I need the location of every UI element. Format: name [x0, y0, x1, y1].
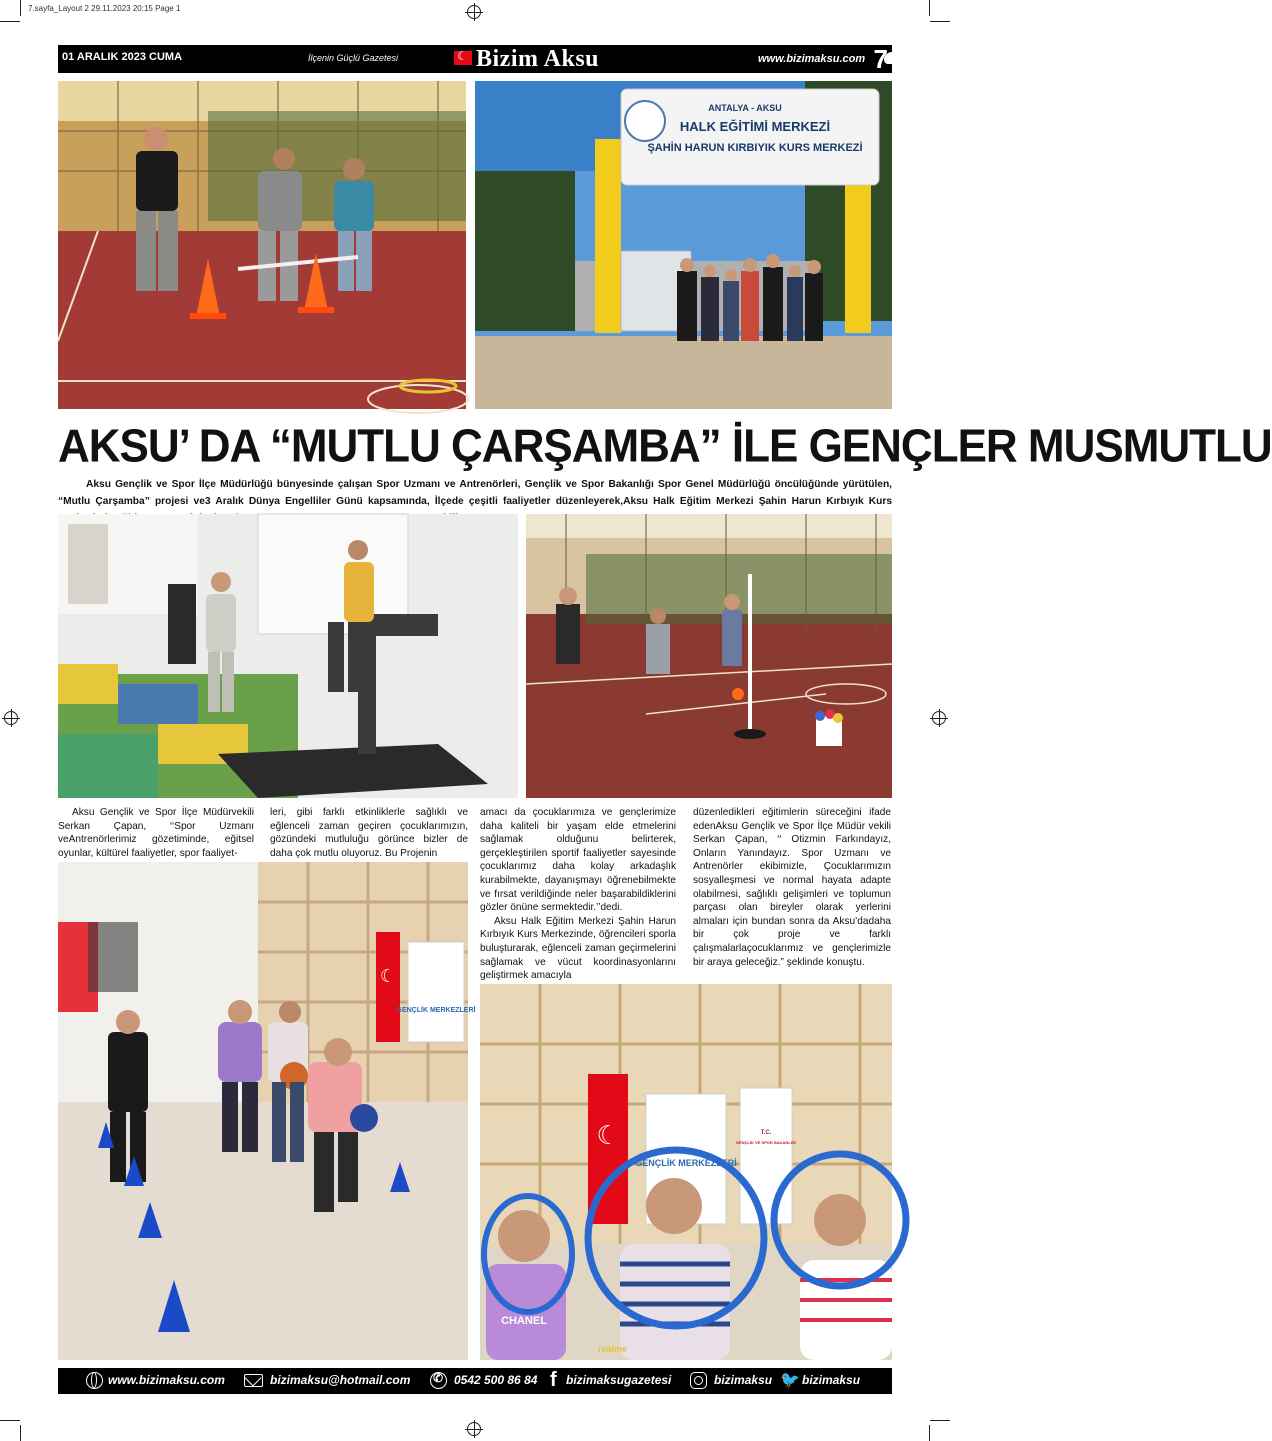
ministry-text-1: T.C. — [760, 1130, 772, 1136]
twitter-icon: 🐦 — [780, 1372, 800, 1389]
article-column-4 — [693, 806, 891, 969]
photo-court-ball-game — [526, 514, 892, 798]
registration-mark-right — [932, 711, 946, 725]
header-website[interactable]: www.bizimaksu.com — [758, 53, 866, 65]
sign-text-1: ANTALYA - AKSU — [708, 103, 782, 113]
turkish-flag-icon — [454, 51, 472, 65]
facebook-icon: f — [550, 1369, 557, 1391]
phone-icon — [430, 1372, 447, 1389]
shirt-text: CHANEL — [501, 1315, 547, 1327]
footer-facebook[interactable]: bizimaksugazetesi — [566, 1373, 672, 1387]
registration-mark-top — [467, 5, 481, 19]
article-column-1 — [58, 806, 254, 860]
footer-twitter[interactable]: bizimaksu — [802, 1373, 861, 1387]
slogan: İlçenin Güçlü Gazetesi — [308, 53, 399, 63]
footer-email[interactable]: bizimaksu@hotmail.com — [270, 1373, 411, 1387]
email-icon — [244, 1374, 263, 1387]
page-footer — [58, 1368, 892, 1394]
photo-court-exercise — [58, 81, 466, 409]
issue-date: 01 ARALIK 2023 CUMA — [62, 51, 183, 63]
print-slug: 7.sayfa_Layout 2 29.11.2023 20:15 Page 1 — [28, 4, 181, 13]
ministry-text-2: GENÇLİK VE SPOR BAKANLIĞI — [735, 1140, 797, 1145]
page-number: 7 — [873, 44, 888, 74]
footer-instagram[interactable]: bizimaksu — [714, 1373, 773, 1387]
registration-mark-left — [4, 711, 18, 725]
svg-text:☾: ☾ — [379, 966, 397, 986]
article-lead: Aksu Gençlik ve Spor İlçe Müdürlüğü bünyesinde çalışan Spor Uzmanı ve Antrenörleri, Gençlik ve Spor Bakanlığı Spor Genel Müdürlüğü öncülüğünde yürütülen, “Mutlu Çarşamba” projesi ve3 Aralık Dünya Engelliler Günü kapsamında, İlçede çeşitli faaliyetler düzenleyerek,Aksu Halk Eğitim Merkezi Şahin Harun Kırbıyık Kurs — [58, 479, 892, 507]
crop-mark — [0, 1420, 20, 1421]
globe-icon — [86, 1372, 103, 1389]
paragraph: Aksu Halk Eğitim Merkezi Şahin Harun Kırbıyık Kurs Merkezinde, öğrencileri sporla buluşturarak, eğlenceli zaman geçirmelerini sağlamak ve vücut koordinasyonlarını geliştirmek amacıyla — [480, 915, 676, 982]
article-headline: AKSU’ DA “MUTLU ÇARŞAMBA” İLE GENÇLER MUSMUTLU — [58, 420, 1272, 473]
article-column-3 — [480, 806, 676, 983]
crop-mark — [930, 21, 950, 22]
svg-text:☾: ☾ — [596, 1120, 620, 1150]
sign-text-3: ŞAHİN HARUN KIRBIYIK KURS MERKEZİ — [647, 142, 863, 154]
crop-mark — [0, 21, 20, 22]
newspaper-logo: Bizim Aksu — [476, 46, 600, 72]
photo-kids-with-hoops — [480, 984, 892, 1360]
paragraph: leri, gibi farklı etkinliklerle sağlıklı ve eğlenceli zaman geçiren çocuklarımızın, gözündeki mutluluğu görünce bizler de daha çok mutlu oluyoruz. Bu Projenin — [270, 807, 468, 859]
paragraph: düzenledikleri eğitimlerin süreceğini ifade edenAksu Gençlik ve Spor İlçe Müdür vekili Serkan Çapan, ‘‘ Otizmin Farkındayız, Onların Yanındayız. Spor Uzmanı ve Antrenörler ekibimizle, Çocuklarımızın sosyalleşmesi ve normal hayata adapte olabilmesi, sağlıklı gelişimleri ve toplumun parçası olan bireyler olarak yerlerini almaları için bundan sonra da Aksu’dadaha bir çok proje ve farklı çalışmalarlaçocuklarımız ve gençlerimizle bir araya geleceğiz.” şeklinde konuştu. — [693, 807, 891, 968]
article-column-2 — [270, 806, 468, 860]
instagram-icon — [690, 1372, 707, 1389]
photo-course-center-gate — [475, 81, 892, 409]
banner-text: GENÇLİK MERKEZLERİ — [396, 1007, 476, 1014]
crop-mark — [929, 1425, 930, 1441]
footer-phone[interactable]: 0542 500 86 84 — [454, 1373, 538, 1387]
crop-mark — [929, 0, 930, 16]
crop-mark — [930, 1420, 950, 1421]
crop-mark — [20, 0, 21, 16]
registration-mark-bottom — [467, 1422, 481, 1436]
page-header — [58, 45, 892, 73]
camera-watermark: realme — [598, 1344, 628, 1354]
photo-treadmill — [58, 514, 518, 798]
photo-youth-center-drills — [58, 862, 476, 1360]
paragraph: Aksu Gençlik ve Spor İlçe Müdürvekili Serkan Çapan, ‘‘Spor Uzmanı veAntrenörlerimiz gözetiminde, eğitsel oyunlar, kültürel faaliyetler, spor faaliyet- — [58, 807, 254, 859]
banner-text: GENÇLİK MERKEZLERİ — [635, 1158, 737, 1168]
paragraph: amacı da çocuklarımıza ve gençlerimize daha kaliteli bir yaşam elde etmelerini sağlamak olduğunu belirterek, gerçekleştirilen sportif faaliyetler sayesinde çocuklarımız daha kolay arkadaşlık kurabilmekte, dayanışmayı öğrenebilmekte ve fırsat verildiğinde neler başarabildiklerini gözler önüne sermektedir.’’dedi. — [480, 807, 676, 914]
sign-text-2: HALK EĞİTİMİ MERKEZİ — [679, 119, 831, 134]
footer-website[interactable]: www.bizimaksu.com — [108, 1373, 225, 1387]
crop-mark — [20, 1425, 21, 1441]
